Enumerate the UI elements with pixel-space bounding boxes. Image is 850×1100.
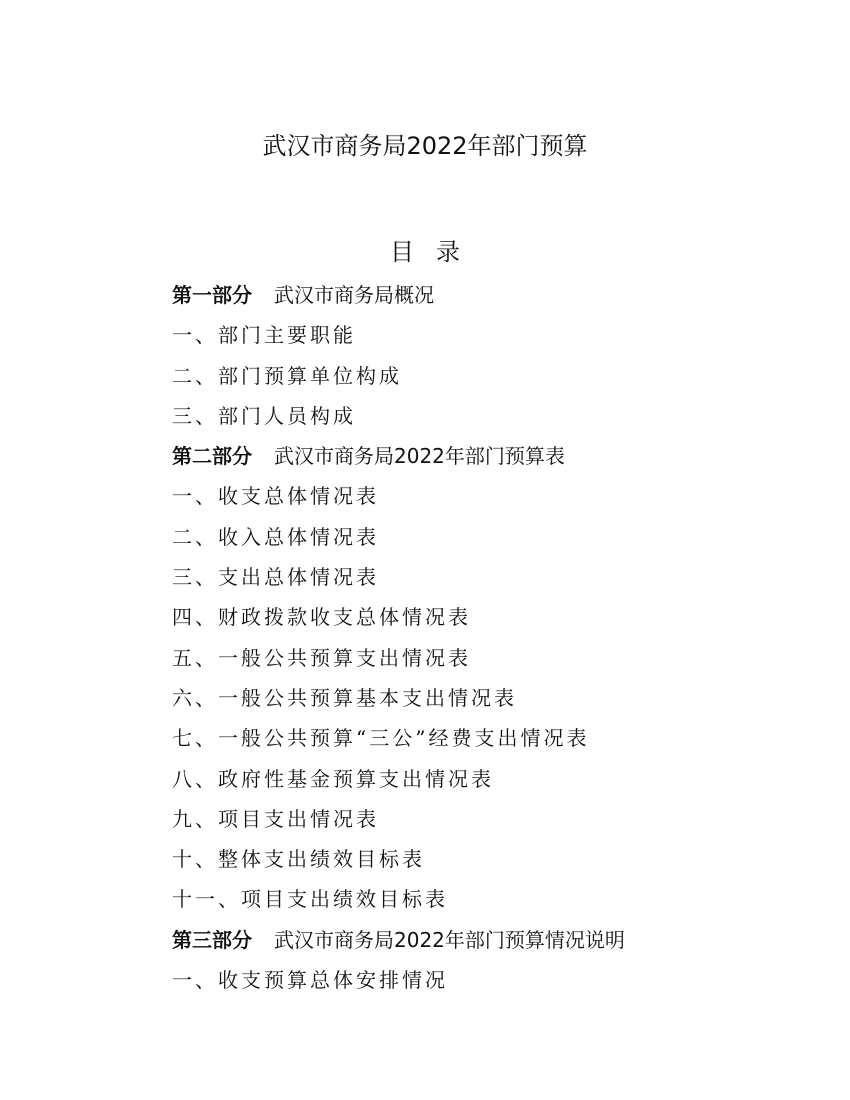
toc-item: 二、收入总体情况表 <box>172 524 379 549</box>
toc-part-heading <box>172 275 792 315</box>
toc-item: 二、部门预算单位构成 <box>172 363 402 388</box>
toc-item: 一、收支预算总体安排情况 <box>172 968 448 993</box>
toc-item: 六、一般公共预算基本支出情况表 <box>172 685 517 710</box>
toc-part-name: 武汉市商务局概况 <box>274 283 434 307</box>
toc-item: 一、部门主要职能 <box>172 323 356 348</box>
toc-item: 八、政府性基金预算支出情况表 <box>172 766 494 791</box>
toc-part-number: 第三部分 <box>172 927 252 952</box>
toc-item: 五、一般公共预算支出情况表 <box>172 645 471 670</box>
toc-item: 七、一般公共预算“三公”经费支出情况表 <box>172 726 590 751</box>
toc-item: 十、整体支出绩效目标表 <box>172 847 425 872</box>
toc-part-number: 第二部分 <box>172 444 252 469</box>
toc-item: 十一、项目支出绩效目标表 <box>172 887 448 912</box>
toc-part-name: 武汉市商务局2022年部门预算情况说明 <box>274 927 625 952</box>
toc-item: 三、部门人员构成 <box>172 403 356 428</box>
toc-item: 四、财政拨款收支总体情况表 <box>172 605 471 630</box>
toc-part-heading <box>172 436 792 476</box>
toc-part-name: 武汉市商务局2022年部门预算表 <box>274 444 565 469</box>
toc-heading: 目录 <box>390 238 482 266</box>
toc-item: 九、项目支出情况表 <box>172 806 379 831</box>
toc-item: 三、支出总体情况表 <box>172 565 379 590</box>
toc-part-heading <box>172 920 792 960</box>
toc-part-number: 第一部分 <box>172 283 252 307</box>
document-title: 武汉市商务局2022年部门预算 <box>262 132 588 160</box>
table-of-contents <box>172 275 792 1000</box>
toc-item: 一、收支总体情况表 <box>172 484 379 509</box>
